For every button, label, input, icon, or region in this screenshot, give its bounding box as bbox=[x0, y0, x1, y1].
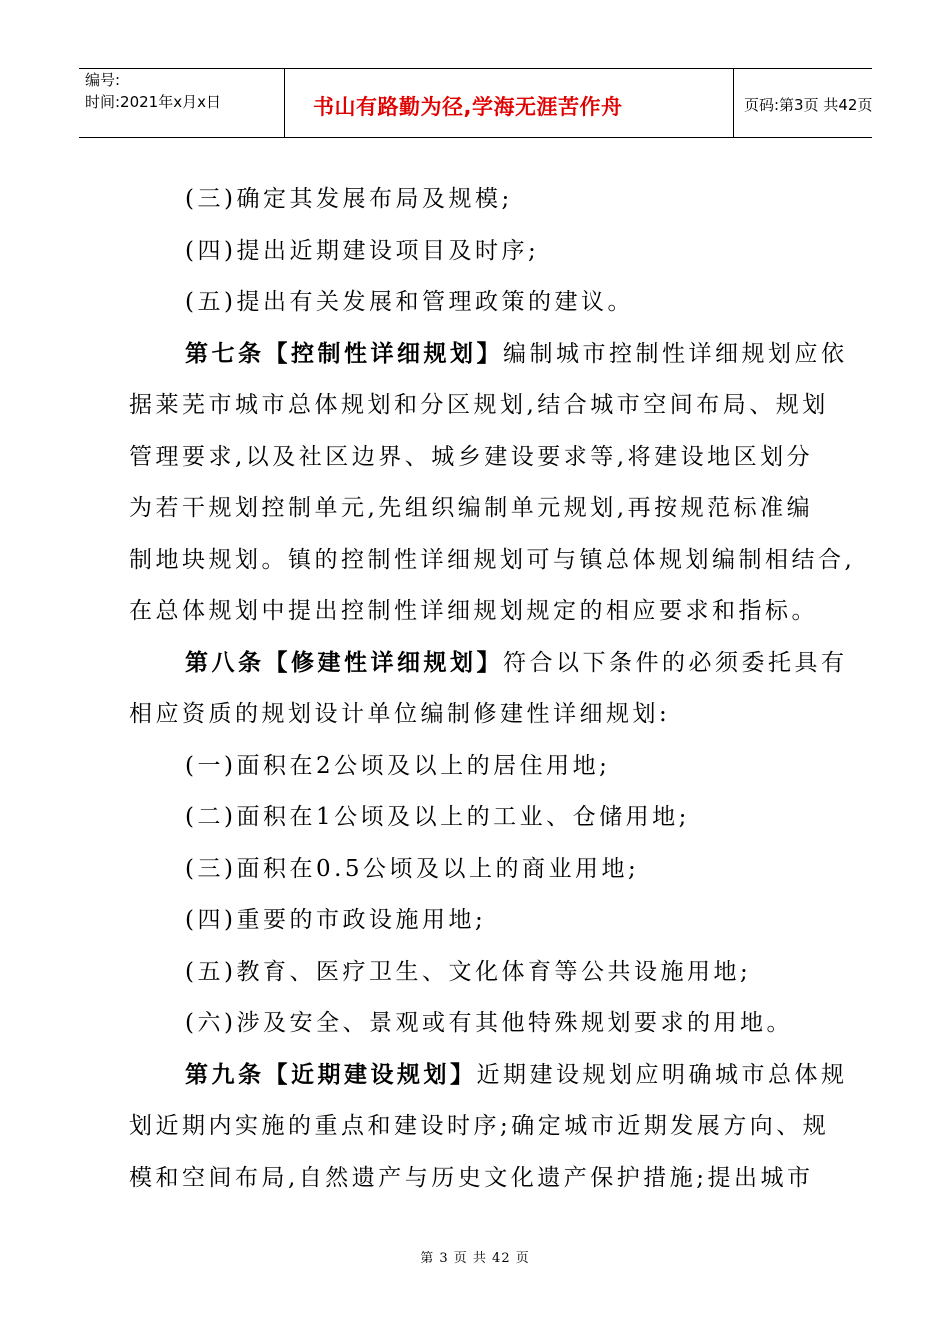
body-text-line bbox=[129, 695, 670, 728]
body-text-line bbox=[185, 747, 610, 780]
body-text-line bbox=[129, 438, 813, 471]
body-text-line bbox=[129, 1107, 829, 1140]
line-text: (五)提出有关发展和管理政策的建议。 bbox=[185, 289, 634, 315]
body-text-line bbox=[185, 180, 513, 213]
article-heading-line bbox=[185, 644, 848, 677]
body-text-line bbox=[185, 232, 539, 265]
line-text: 编制城市控制性详细规划应依 bbox=[503, 340, 848, 367]
body-text-line bbox=[185, 283, 634, 316]
document-time-label: 时间:2021年x月x日 bbox=[85, 93, 221, 111]
line-text: (六)涉及安全、景观或有其他特殊规划要求的用地。 bbox=[185, 1010, 793, 1036]
line-text: 管理要求,以及社区边界、城乡建设要求等,将建设地区划分 bbox=[129, 443, 814, 470]
article-title: 第九条【近期建设规划】 bbox=[185, 1061, 477, 1088]
line-text: (五)教育、医疗卫生、文化体育等公共设施用地; bbox=[185, 958, 752, 985]
body-text-line bbox=[185, 953, 751, 986]
line-text: 在总体规划中提出控制性详细规划规定的相应要求和指标。 bbox=[129, 598, 818, 624]
line-text: (四)提出近期建设项目及时序; bbox=[185, 237, 540, 264]
body-text-line bbox=[129, 592, 818, 625]
body-text-line bbox=[185, 901, 486, 934]
line-text: 相应资质的规划设计单位编制修建性详细规划: bbox=[129, 701, 671, 727]
document-header bbox=[79, 68, 872, 138]
body-text-line bbox=[129, 1159, 814, 1192]
body-text-line bbox=[185, 1004, 793, 1037]
line-text: (二)面积在1公顷及以上的工业、仓储用地; bbox=[185, 804, 690, 830]
page-footer: 第 3 页 共 42 页 bbox=[420, 1251, 530, 1266]
line-text: 模和空间布局,自然遗产与历史文化遗产保护措施;提出城市 bbox=[129, 1164, 814, 1191]
header-motto: 书山有路勤为径,学海无涯苦作舟 bbox=[313, 95, 623, 119]
body-text-line bbox=[129, 386, 829, 419]
article-title: 第七条【控制性详细规划】 bbox=[185, 340, 503, 367]
line-text: 据莱芜市城市总体规划和分区规划,结合城市空间布局、规划 bbox=[129, 392, 829, 418]
line-text: 符合以下条件的必须委托具有 bbox=[503, 649, 848, 676]
line-text: (一)面积在2公顷及以上的居住用地; bbox=[185, 752, 611, 779]
article-heading-line bbox=[185, 1056, 848, 1089]
body-text-line bbox=[129, 489, 813, 522]
header-page-cell bbox=[734, 69, 872, 137]
document-number-label: 编号: bbox=[85, 71, 121, 89]
header-page-info: 页码:第3页 共42页 bbox=[744, 96, 873, 114]
line-text: (三)面积在0.5公顷及以上的商业用地; bbox=[185, 855, 640, 882]
header-meta-cell bbox=[79, 69, 285, 137]
body-text-line bbox=[185, 850, 639, 883]
article-title: 第八条【修建性详细规划】 bbox=[185, 649, 503, 676]
article-heading-line bbox=[185, 335, 848, 368]
line-text: 制地块规划。镇的控制性详细规划可与镇总体规划编制相结合, bbox=[129, 546, 856, 573]
body-text-line bbox=[129, 541, 855, 574]
line-text: (三)确定其发展布局及规模; bbox=[185, 186, 513, 212]
line-text: 划近期内实施的重点和建设时序;确定城市近期发展方向、规 bbox=[129, 1113, 830, 1139]
line-text: 近期建设规划应明确城市总体规 bbox=[476, 1061, 848, 1088]
line-text: 为若干规划控制单元,先组织编制单元规划,再按规范标准编 bbox=[129, 495, 814, 521]
body-text-line bbox=[185, 798, 690, 831]
line-text: (四)重要的市政设施用地; bbox=[185, 907, 487, 933]
header-motto-cell bbox=[285, 69, 734, 137]
